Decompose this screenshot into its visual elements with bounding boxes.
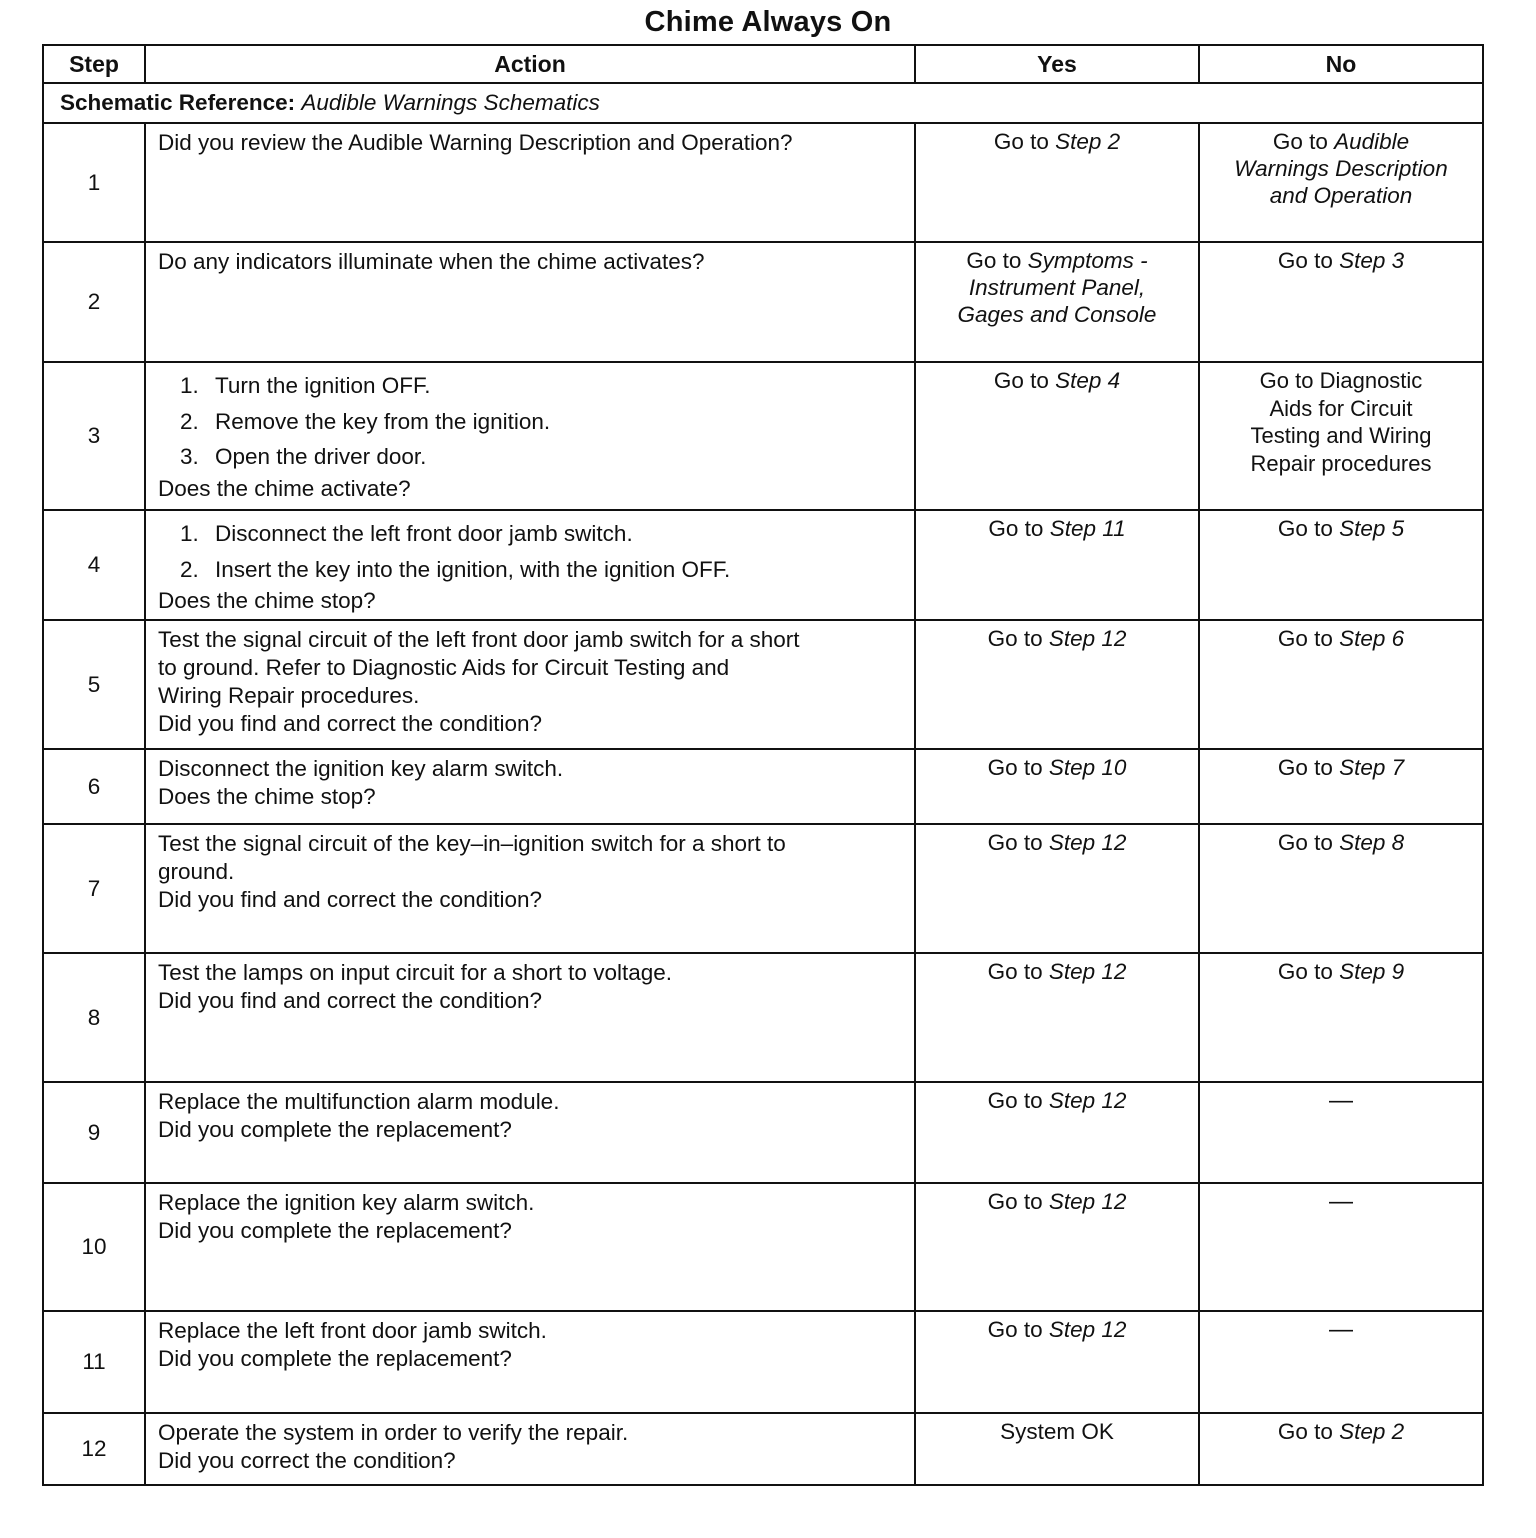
no-link[interactable]: Step 2 [1339,1419,1405,1444]
yes-link-line[interactable]: Instrument Panel, [968,275,1146,300]
step-row [43,1311,1483,1413]
header-row [43,45,1483,83]
yes-prefix: Go to [987,755,1043,780]
no-dash: — [1329,1188,1353,1215]
yes-link[interactable]: Step 4 [1055,368,1121,393]
action-text: Replace the ignition key alarm switch. [158,1190,535,1215]
action-text: Do any indicators illuminate when the chime activates? [158,249,705,274]
action-question: Does the chime stop? [158,588,376,613]
no-prefix: Go to [1277,755,1333,780]
no-prefix: Go to [1277,248,1333,273]
no-link[interactable]: Step 6 [1339,626,1405,651]
no-dash: — [1329,1087,1353,1114]
step-row [43,242,1483,362]
step-row [43,824,1483,953]
action-question: Does the chime stop? [158,784,376,809]
no-cell [1199,123,1483,242]
yes-cell [915,953,1199,1082]
procedure-item: 1. Turn the ignition OFF. [180,373,431,398]
action-text: ground. [158,859,235,884]
no-prefix: Go to [1277,959,1333,984]
schematic-label: Schematic Reference: [60,90,296,115]
no-link[interactable]: Step 3 [1339,248,1405,273]
step-number: 6 [43,749,145,824]
no-link[interactable]: Step 8 [1339,830,1405,855]
no-cell [1199,362,1483,510]
schematic-reference-row [43,83,1483,123]
step-row [43,620,1483,749]
yes-link[interactable]: Step 12 [1048,1088,1127,1113]
step-number: 3 [43,362,145,510]
yes-link[interactable]: Step 12 [1048,959,1127,984]
no-prefix: Go to [1277,626,1333,651]
no-cell [1199,1183,1483,1311]
action-cell [145,1183,915,1311]
action-cell [145,953,915,1082]
action-cell [145,620,915,749]
yes-cell [915,123,1199,242]
step-row [43,1082,1483,1183]
step-number: 5 [43,620,145,749]
yes-prefix: Go to [987,626,1043,651]
action-text: to ground. Refer to Diagnostic Aids for Circuit Testing and [158,655,730,680]
yes-cell [915,620,1199,749]
procedure-item: 2. Insert the key into the ignition, with the ignition OFF. [180,556,731,582]
action-question: Did you complete the replacement? [158,1117,512,1142]
step-header: Step [43,45,145,83]
no-link-line[interactable]: Audible [1334,129,1410,154]
step-number: 11 [43,1311,145,1413]
yes-link[interactable]: Step 10 [1048,755,1127,780]
no-cell [1199,1413,1483,1485]
no-prefix: Go to [1277,1419,1333,1444]
action-cell [145,1413,915,1485]
no-link[interactable]: Step 5 [1339,516,1405,541]
no-link-line[interactable]: Warnings Description [1234,156,1448,181]
yes-link-line[interactable]: Gages and Console [957,302,1157,327]
yes-prefix: Go to [988,516,1044,541]
action-cell [145,123,915,242]
no-cell [1199,620,1483,749]
procedure-list [158,516,904,587]
step-row [43,953,1483,1082]
step-row [43,1183,1483,1311]
yes-link[interactable]: Step 12 [1048,1317,1127,1342]
schematic-reference [43,83,1483,123]
action-cell [145,1082,915,1183]
yes-cell [915,362,1199,510]
no-line[interactable]: Go to Diagnostic [1259,368,1423,393]
no-line[interactable]: Aids for Circuit [1269,395,1413,421]
no-link-line[interactable]: and Operation [1269,183,1413,208]
step-number: 7 [43,824,145,953]
no-link[interactable]: Step 9 [1339,959,1405,984]
action-text: Wiring Repair procedures. [158,683,420,708]
step-row [43,362,1483,510]
yes-prefix: Go to [987,1189,1043,1214]
yes-text: System OK [1000,1419,1114,1444]
step-row [43,749,1483,824]
action-text: Test the lamps on input circuit for a short to voltage. [158,960,673,985]
yes-prefix: Go to [987,959,1043,984]
yes-link[interactable]: Step 12 [1048,1189,1127,1214]
action-text: Test the signal circuit of the left front door jamb switch for a short [158,627,800,652]
action-question: Did you correct the condition? [158,1448,456,1473]
diagnostic-table [42,44,1484,1486]
yes-prefix: Go to [987,1317,1043,1342]
no-prefix: Go to [1277,830,1333,855]
step-row [43,1413,1483,1485]
action-text: Test the signal circuit of the key–in–ignition switch for a short to [158,831,786,856]
procedure-list [158,368,904,475]
yes-cell [915,1183,1199,1311]
action-text: Disconnect the ignition key alarm switch. [158,756,564,781]
no-cell [1199,1082,1483,1183]
action-cell [145,1311,915,1413]
yes-cell [915,510,1199,620]
action-text: Replace the left front door jamb switch. [158,1318,547,1343]
no-dash: — [1329,1316,1353,1343]
step-row [43,510,1483,620]
yes-prefix: Go to [987,830,1043,855]
yes-prefix: Go to [993,368,1049,393]
action-question: Did you find and correct the condition? [158,887,542,912]
action-cell [145,242,915,362]
action-question: Did you complete the replacement? [158,1346,512,1371]
yes-cell [915,1413,1199,1485]
no-link[interactable]: Step 7 [1339,755,1405,780]
action-text: Replace the multifunction alarm module. [158,1089,560,1114]
action-question: Did you find and correct the condition? [158,711,542,736]
action-cell [145,362,915,510]
action-cell [145,510,915,620]
yes-prefix: Go to [987,1088,1043,1113]
procedure-item: 3. Open the driver door. [180,444,427,469]
step-row [43,123,1483,242]
action-text: Operate the system in order to verify the repair. [158,1420,629,1445]
step-number: 4 [43,510,145,620]
yes-cell [915,1082,1199,1183]
no-cell [1199,1311,1483,1413]
step-number: 1 [43,123,145,242]
yes-link-line[interactable]: Symptoms - [1027,248,1148,273]
schematic-link[interactable]: Audible Warnings Schematics [301,90,600,115]
yes-cell [915,824,1199,953]
no-cell [1199,953,1483,1082]
yes-cell [915,242,1199,362]
step-number: 2 [43,242,145,362]
action-header: Action [145,45,915,83]
action-cell [145,824,915,953]
no-cell [1199,824,1483,953]
no-line[interactable]: Testing and Wiring [1250,423,1432,448]
procedure-item: 2. Remove the key from the ignition. [180,408,551,434]
yes-link[interactable]: Step 2 [1055,129,1121,154]
action-question: Does the chime activate? [158,475,411,501]
no-line[interactable]: Repair procedures [1250,450,1432,476]
yes-cell [915,749,1199,824]
action-question: Did you complete the replacement? [158,1218,512,1243]
step-number: 9 [43,1082,145,1183]
no-cell [1199,510,1483,620]
yes-link[interactable]: Step 11 [1049,516,1126,541]
no-cell [1199,749,1483,824]
yes-header: Yes [915,45,1199,83]
yes-prefix: Go to [966,248,1022,273]
yes-prefix: Go to [993,129,1049,154]
action-cell [145,749,915,824]
no-prefix: Go to [1277,516,1333,541]
yes-link[interactable]: Step 12 [1048,830,1127,855]
no-header: No [1199,45,1483,83]
yes-link[interactable]: Step 12 [1048,626,1127,651]
step-number: 8 [43,953,145,1082]
step-number: 12 [43,1413,145,1485]
no-prefix: Go to [1272,129,1328,154]
no-cell [1199,242,1483,362]
action-question: Did you find and correct the condition? [158,988,542,1013]
page-title: Chime Always On [644,6,892,38]
step-number: 10 [43,1183,145,1311]
yes-cell [915,1311,1199,1413]
action-text: Did you review the Audible Warning Description and Operation? [158,130,793,155]
procedure-item: 1. Disconnect the left front door jamb switch. [180,521,633,546]
